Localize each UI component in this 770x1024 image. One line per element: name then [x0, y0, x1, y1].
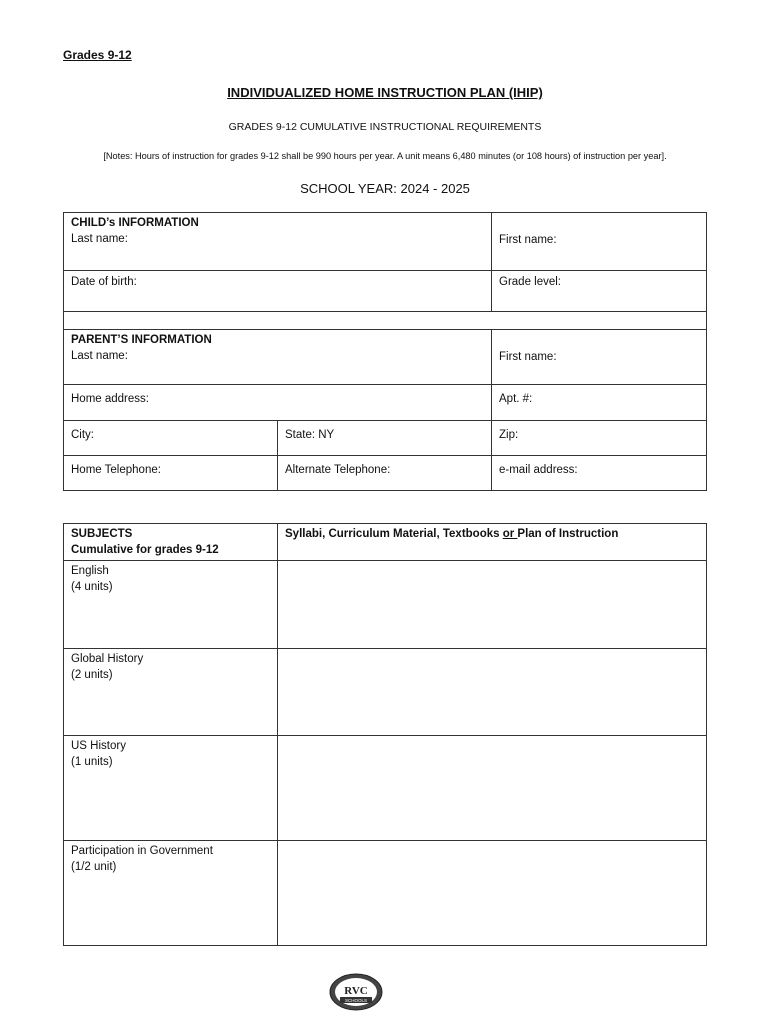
child-first-name-label: First name:: [499, 234, 557, 246]
subjects-heading: SUBJECTS: [71, 528, 133, 540]
child-grade-label: Grade level:: [499, 276, 562, 288]
home-address-cell[interactable]: [64, 385, 492, 421]
instruction-notes: [Notes: Hours of instruction for grades 9-12 shall be 990 hours per year. A unit means 6,480 minutes (or 108 hours) of instruction per year].: [103, 151, 667, 161]
subject-units: (2 units): [71, 669, 113, 681]
plan-input-government[interactable]: [278, 841, 707, 946]
parent-last-name-cell[interactable]: [64, 330, 492, 385]
zip-cell[interactable]: [492, 421, 707, 456]
subject-name: English: [71, 565, 109, 577]
alt-phone-label: Alternate Telephone:: [285, 464, 391, 476]
parent-first-name-cell[interactable]: [492, 330, 707, 385]
subject-units: (1 units): [71, 756, 113, 768]
parent-info-heading: PARENT’S INFORMATION: [71, 334, 212, 346]
email-label: e-mail address:: [499, 464, 578, 476]
syllabi-heading-part1: Syllabi, Curriculum Material, Textbooks: [285, 528, 503, 540]
logo-subtext: SCHOOLS: [344, 998, 368, 1003]
rvc-schools-logo-icon: [328, 972, 384, 1012]
grades-label: Grades 9-12: [63, 48, 132, 62]
subject-cell-english: [64, 561, 278, 649]
home-phone-cell[interactable]: [64, 456, 278, 491]
plan-input-us-history[interactable]: [278, 736, 707, 841]
form-subtitle: GRADES 9-12 CUMULATIVE INSTRUCTIONAL REQUIREMENTS: [228, 121, 542, 133]
subject-name: Participation in Government: [71, 845, 213, 857]
subject-cell-us-history: [64, 736, 278, 841]
alt-phone-cell[interactable]: [278, 456, 492, 491]
child-last-name-cell[interactable]: [64, 213, 492, 271]
home-phone-label: Home Telephone:: [71, 464, 161, 476]
spacer-row: [64, 312, 707, 330]
state-label: State: NY: [285, 429, 335, 441]
subject-name: US History: [71, 740, 126, 752]
child-dob-label: Date of birth:: [71, 276, 137, 288]
school-year: SCHOOL YEAR: 2024 - 2025: [300, 181, 470, 196]
subject-cell-government: [64, 841, 278, 946]
apt-cell[interactable]: [492, 385, 707, 421]
child-first-name-cell[interactable]: [492, 213, 707, 271]
child-info-heading: CHILD’s INFORMATION: [71, 217, 199, 229]
home-address-label: Home address:: [71, 393, 149, 405]
subject-units: (1/2 unit): [71, 861, 117, 873]
subject-cell-global-history: [64, 649, 278, 736]
syllabi-heading-or: or: [502, 528, 518, 540]
zip-label: Zip:: [499, 429, 519, 441]
plan-input-global-history[interactable]: [278, 649, 707, 736]
child-dob-cell[interactable]: [64, 271, 492, 312]
subject-name: Global History: [71, 653, 144, 665]
syllabi-heading-part2: Plan of Instruction: [517, 528, 619, 540]
subjects-header-cell: [64, 524, 278, 561]
state-cell[interactable]: [278, 421, 492, 456]
child-grade-cell[interactable]: [492, 271, 707, 312]
subjects-table: [63, 523, 707, 946]
city-label: City:: [71, 429, 94, 441]
apt-label: Apt. #:: [499, 393, 533, 405]
parent-first-name-label: First name:: [499, 351, 557, 363]
logo-text: RVC: [344, 985, 368, 997]
city-cell[interactable]: [64, 421, 278, 456]
syllabi-header-cell: [278, 524, 707, 561]
child-last-name-label: Last name:: [71, 233, 128, 245]
info-table: [63, 212, 707, 491]
subject-units: (4 units): [71, 581, 113, 593]
plan-input-english[interactable]: [278, 561, 707, 649]
subjects-subheading: Cumulative for grades 9-12: [71, 544, 219, 556]
email-cell[interactable]: [492, 456, 707, 491]
parent-last-name-label: Last name:: [71, 350, 128, 362]
form-title: INDIVIDUALIZED HOME INSTRUCTION PLAN (IHIP): [227, 85, 543, 100]
